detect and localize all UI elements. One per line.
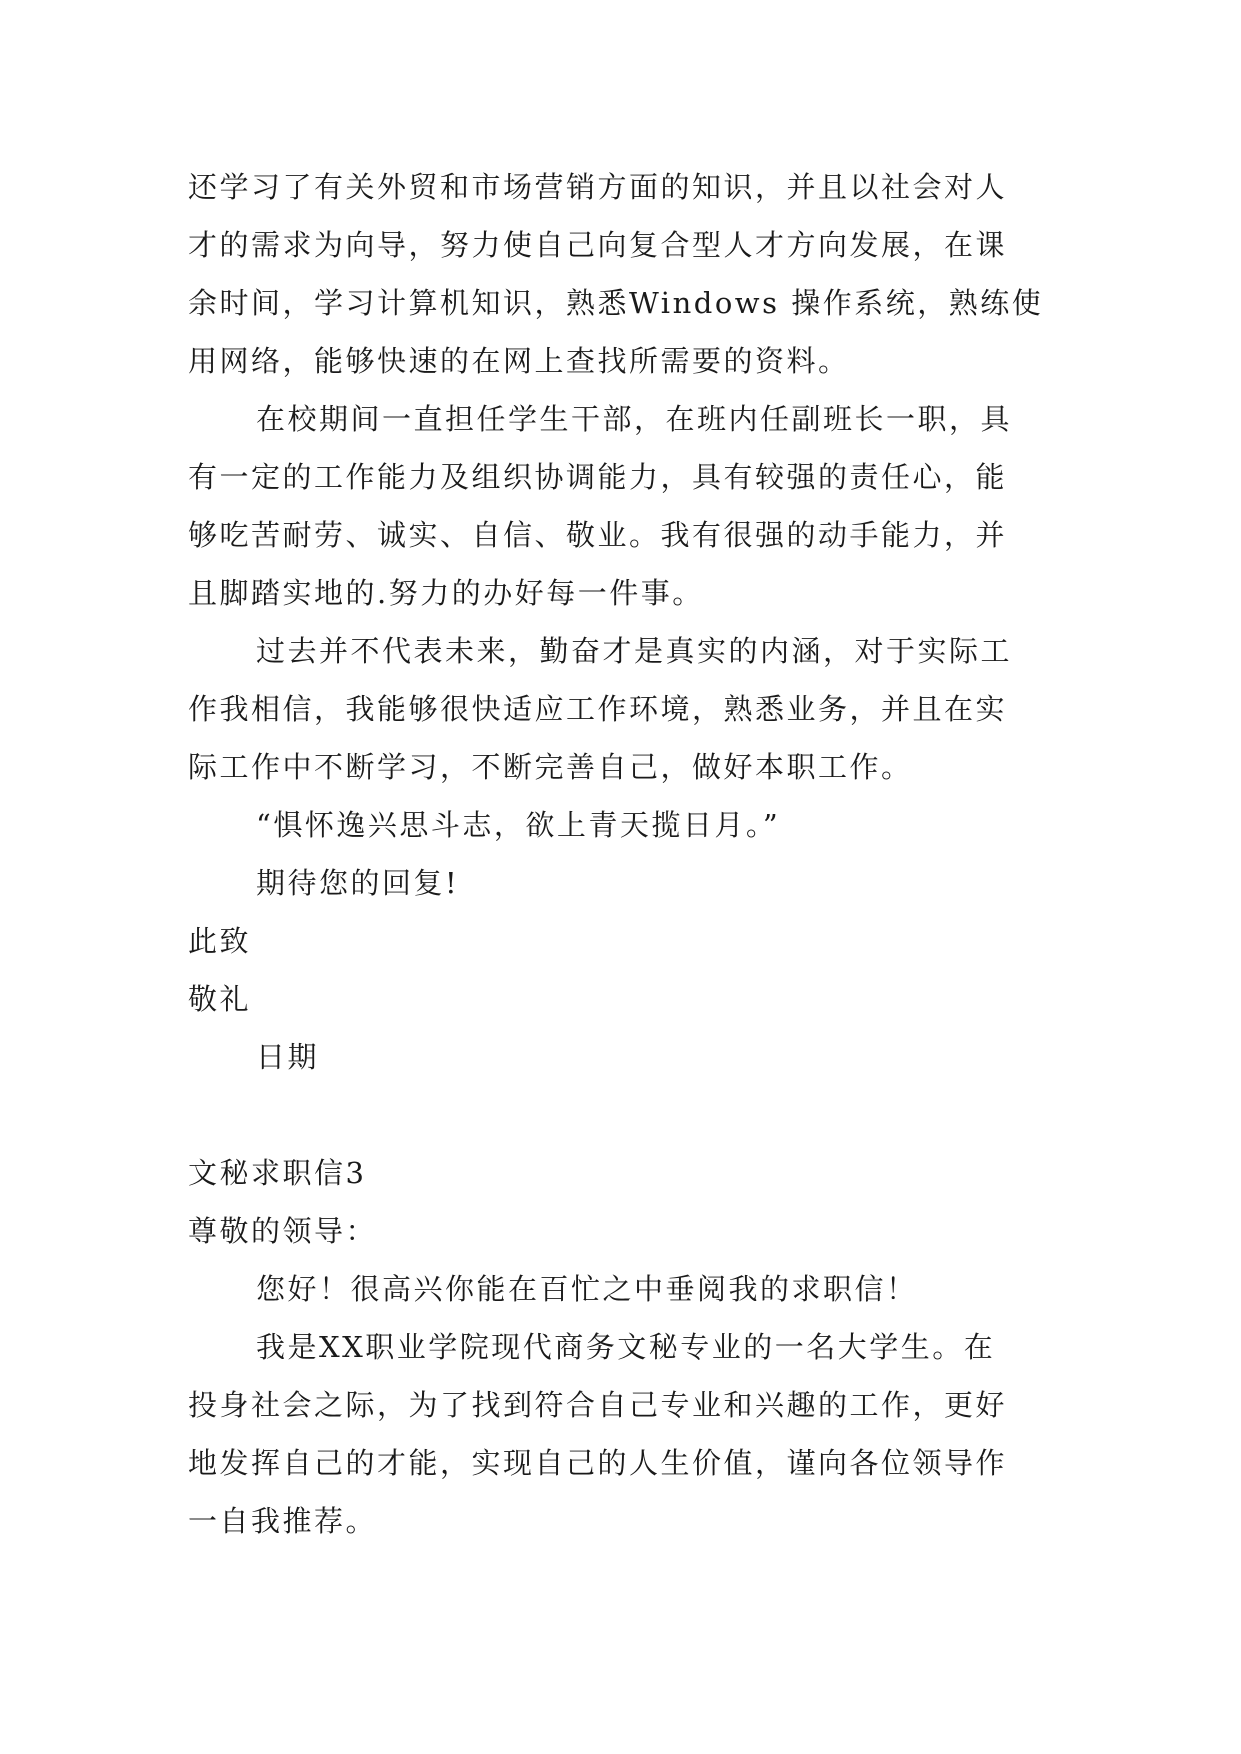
section-gap bbox=[188, 1086, 1068, 1144]
paragraph-future bbox=[188, 622, 1068, 796]
quote-line: “惧怀逸兴思斗志，欲上青天揽日月。” bbox=[256, 808, 781, 842]
text-line: 才的需求为向导，努力使自己向复合型人才方向发展，在课 bbox=[188, 228, 1008, 262]
text-line: 余时间，学习计算机知识，熟悉Windows 操作系统，熟练使 bbox=[188, 286, 1044, 320]
paragraph-student-leader bbox=[188, 390, 1068, 622]
salutation-jingli: 敬礼 bbox=[188, 982, 252, 1016]
text-line: 还学习了有关外贸和市场营销方面的知识，并且以社会对人 bbox=[188, 170, 1008, 204]
text-line: 够吃苦耐劳、诚实、自信、敬业。我有很强的动手能力，并 bbox=[188, 518, 1008, 552]
text-line: 地发挥自己的才能，实现自己的人生价值，谨向各位领导作 bbox=[188, 1446, 1008, 1480]
date-line: 日期 bbox=[256, 1040, 320, 1074]
text-line: 在校期间一直担任学生干部，在班内任副班长一职，具 bbox=[256, 402, 1013, 436]
letter3-title: 文秘求职信3 bbox=[188, 1156, 367, 1190]
paragraph-self-intro bbox=[188, 1318, 1068, 1550]
text-line: 且脚踏实地的.努力的办好每一件事。 bbox=[188, 576, 704, 610]
text-line: 过去并不代表未来，勤奋才是真实的内涵，对于实际工 bbox=[256, 634, 1013, 668]
text-line: 一自我推荐。 bbox=[188, 1504, 378, 1538]
text-line: 际工作中不断学习，不断完善自己，做好本职工作。 bbox=[188, 750, 913, 784]
letter3-opening: 您好！很高兴你能在百忙之中垂阅我的求职信！ bbox=[256, 1272, 918, 1306]
salutation-cizhi: 此致 bbox=[188, 924, 252, 958]
text-line: 投身社会之际，为了找到符合自己专业和兴趣的工作，更好 bbox=[188, 1388, 1008, 1422]
letter3-greeting: 尊敬的领导： bbox=[188, 1214, 378, 1248]
text-line: 我是XX职业学院现代商务文秘专业的一名大学生。在 bbox=[256, 1330, 996, 1364]
text-line: 有一定的工作能力及组织协调能力，具有较强的责任心，能 bbox=[188, 460, 1008, 494]
text-line: 用网络，能够快速的在网上查找所需要的资料。 bbox=[188, 344, 850, 378]
text-line: 作我相信，我能够很快适应工作环境，熟悉业务，并且在实 bbox=[188, 692, 1008, 726]
letter-body bbox=[188, 158, 1068, 1550]
paragraph-skills bbox=[188, 158, 1068, 390]
closing-hope: 期待您的回复! bbox=[256, 866, 460, 900]
